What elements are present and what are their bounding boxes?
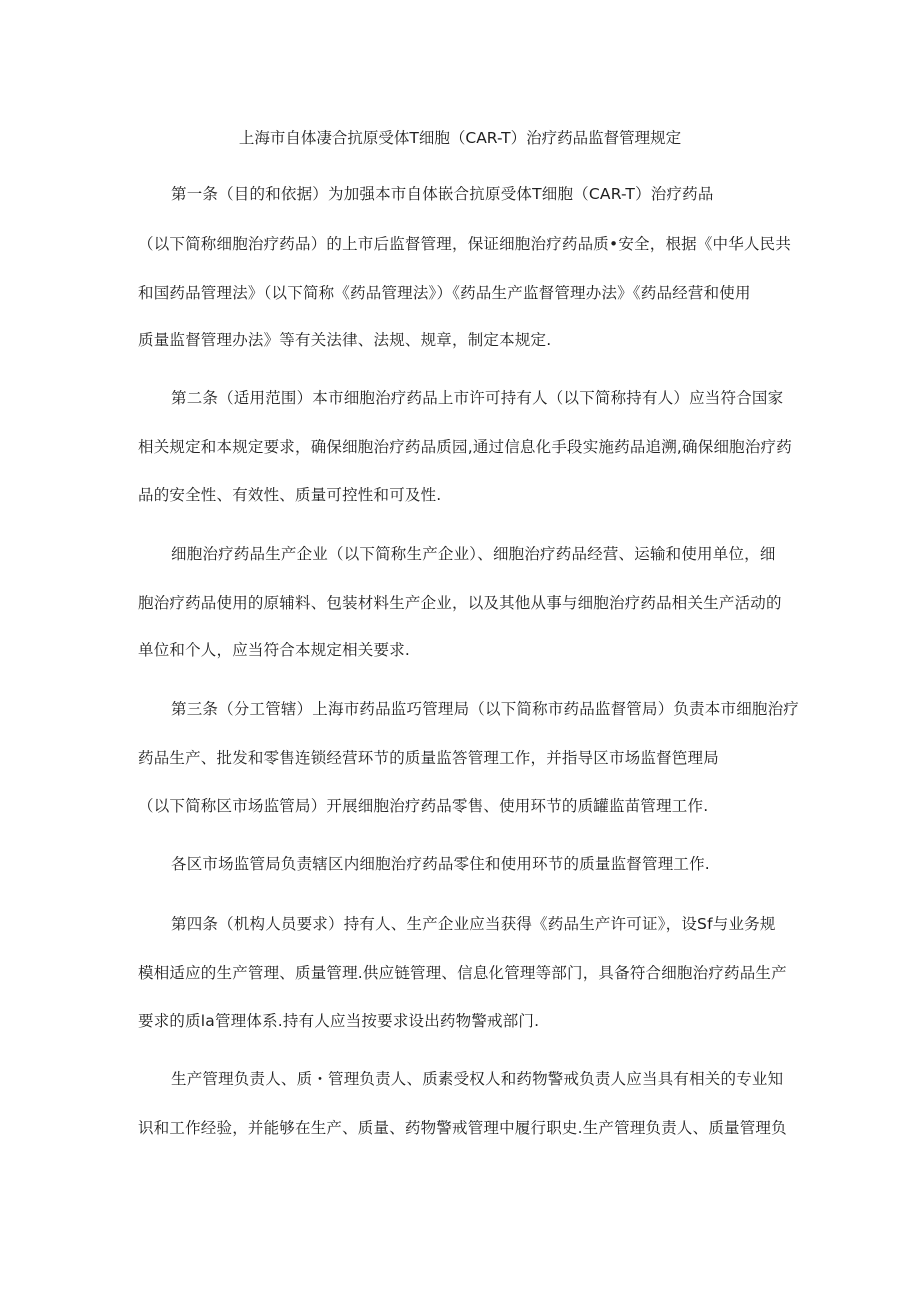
paragraph-line: 品的安全性、有效性、质量可控性和可及性. [138,486,442,504]
paragraph-line: 要求的质la管理体系.持有人应当按要求设出药物警戒部门. [138,1012,540,1030]
paragraph-line: （以下简称细胞治疗药品）的上市后监督管理，保证细胞治疗药品质•安全，根据《中华人民共 [138,235,792,253]
paragraph-line: 质量监督管理办法》等有关法律、法规、规章，制定本规定. [138,331,552,349]
document-title: 上海市自体凄合抗原受体T细胞（CAR-T）治疗药品监督管理规定 [238,129,682,147]
paragraph-line: 细胞治疗药品生产企业（以下简称生产企业）、细胞治疗药品经营、运输和使用单位，细 [171,545,776,563]
paragraph-line: 药品生产、批发和零售连锁经营环节的质量监答管理工作，并指导区市场监督笆理局 [138,749,719,767]
paragraph-line: 模相适应的生产管理、质量管理.供应链管理、信息化管理等部门，具备符合细胞治疗药品生产 [138,964,787,982]
paragraph-line: 和国药品管理法》（以下简称《药品管理法》）《药品生产监督管理办法》《药品经营和使用 [138,284,751,302]
paragraph-line: 第二条（适用范围）本市细胞治疗药品上市许可持有人（以下简称持有人）应当符合国家 [171,389,784,407]
paragraph-line: 单位和个人，应当符合本规定相关要求. [138,641,411,659]
paragraph-line: 第一条（目的和依据）为加强本市自体嵌合抗原受体T细胞（CAR-T）治疗药品 [171,185,714,203]
paragraph-line: 相关规定和本规定要求，确保细胞治疗药品质园,通过信息化手段实施药品追溯,确保细胞治疗药 [138,438,792,456]
paragraph-line: 第三条（分工管辖）上海市药品监巧管理局（以下简称市药品监督管局）负责本市细胞治疗 [171,700,800,718]
paragraph-line: 各区市场监管局负责辖区内细胞治疗药品零住和使用环节的质量监督管理工作. [171,855,710,873]
paragraph-line: 胞治疗药品使用的原辅料、包装材料生产企业，以及其他从事与细胞治疗药品相关生产活动的 [138,594,782,612]
paragraph-line: 生产管理负责人、质・管理负责人、质素受权人和药物警戒负责人应当具有相关的专业知 [171,1070,784,1088]
paragraph-line: （以下简称区市场监管局）开展细胞治疗药品零售、使用环节的质罐监苗管理工作. [138,797,709,815]
paragraph-line: 第四条（机构人员要求）持有人、生产企业应当获得《药品生产许可证》，设Sf与业务规 [171,915,776,933]
paragraph-line: 识和工作经验，并能够在生产、质量、药物警戒管理中履行职史.生产管理负责人、质量管理负 [138,1119,787,1137]
